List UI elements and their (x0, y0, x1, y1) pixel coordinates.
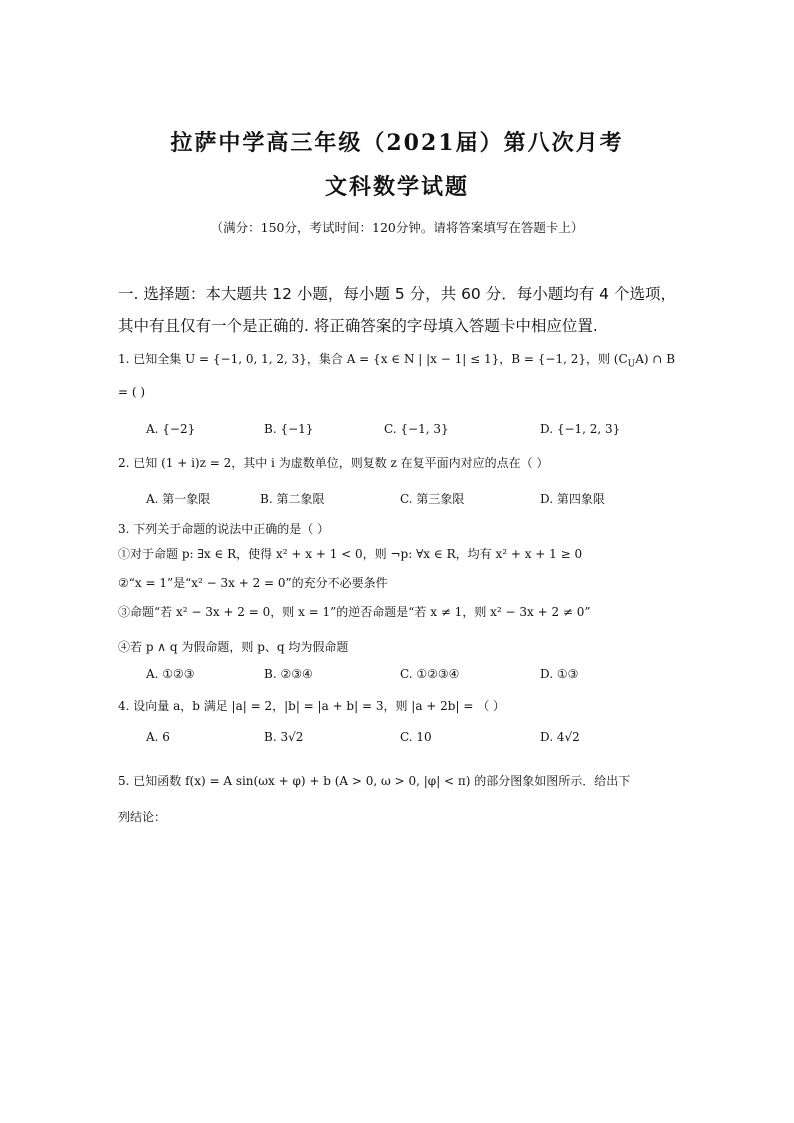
section-instructions-line2: 其中有且仅有一个是正确的. 将正确答案的字母填入答题卡中相应位置. (118, 317, 598, 335)
question-1-option-d: D. {−1, 2, 3} (540, 422, 621, 436)
question-3-stem: 3. 下列关于命题的说法中正确的是（ ） (118, 522, 330, 536)
question-1-bracket: = ( ) (118, 385, 146, 399)
question-1-option-c: C. {−1, 3} (384, 422, 449, 436)
question-4-option-c: C. 10 (400, 730, 432, 744)
question-1-stem (118, 350, 675, 369)
question-4-option-b: B. 3√2 (264, 730, 304, 744)
question-3-statement-3: ③命题“若 x² − 3x + 2 = 0，则 x = 1”的逆否命题是“若 x ≠ 1，则 x² − 3x + 2 ≠ 0” (118, 605, 591, 619)
section-instructions-line1: 一. 选择题：本大题共 12 小题，每小题 5 分，共 60 分．每小题均有 4 个选项， (118, 285, 676, 303)
question-3-option-c: C. ①②③④ (400, 667, 460, 681)
question-5-continuation: 列结论： (118, 810, 167, 824)
question-2-option-a: A. 第一象限 (146, 492, 211, 506)
question-4-option-a: A. 6 (146, 730, 170, 744)
question-3-option-a: A. ①②③ (146, 667, 195, 681)
question-1-stem-main: 1. 已知全集 U = {−1, 0, 1, 2, 3}，集合 A = {x ∈ N | |x − 1| ≤ 1}，B = {−1, 2}，则 (C (118, 352, 628, 366)
question-4-option-d: D. 4√2 (540, 730, 580, 744)
exam-subtitle: 文科数学试题 (324, 174, 469, 200)
question-3-statement-1: ①对于命题 p: ∃x ∈ R，使得 x² + x + 1 < 0，则 ¬p: ∀x ∈ R，均有 x² + x + 1 ≥ 0 (118, 547, 583, 561)
question-2-option-d: D. 第四象限 (540, 492, 605, 506)
question-1-stem-tail: A) ∩ B (635, 352, 676, 366)
question-3-option-d: D. ①③ (540, 667, 579, 681)
question-3-statement-2: ②“x = 1”是“x² − 3x + 2 = 0”的充分不必要条件 (118, 576, 388, 590)
exam-note: （满分：150分，考试时间：120分钟。请将答案填写在答题卡上） (210, 220, 584, 235)
question-5-stem: 5. 已知函数 f(x) = A sin(ωx + φ) + b (A > 0, ω > 0, |φ| < π) 的部分图象如图所示．给出下 (118, 774, 631, 788)
question-1-stem-sub: U (627, 359, 636, 370)
question-2-stem: 2. 已知 (1 + i)z = 2，其中 i 为虚数单位，则复数 z 在复平面内对应的点在（ ） (118, 456, 549, 470)
question-2-option-c: C. 第三象限 (400, 492, 465, 506)
exam-title: 拉萨中学高三年级（2021届）第八次月考 (170, 130, 624, 156)
question-3-option-b: B. ②③④ (264, 667, 313, 681)
question-3-statement-4: ④若 p ∧ q 为假命题，则 p、q 均为假命题 (118, 640, 349, 654)
question-1-option-b: B. {−1} (264, 422, 314, 436)
question-4-stem: 4. 设向量 a，b 满足 |a| = 2，|b| = |a + b| = 3，则 |a + 2b| = （ ） (118, 699, 506, 713)
question-2-option-b: B. 第二象限 (260, 492, 325, 506)
question-1-option-a: A. {−2} (146, 422, 196, 436)
